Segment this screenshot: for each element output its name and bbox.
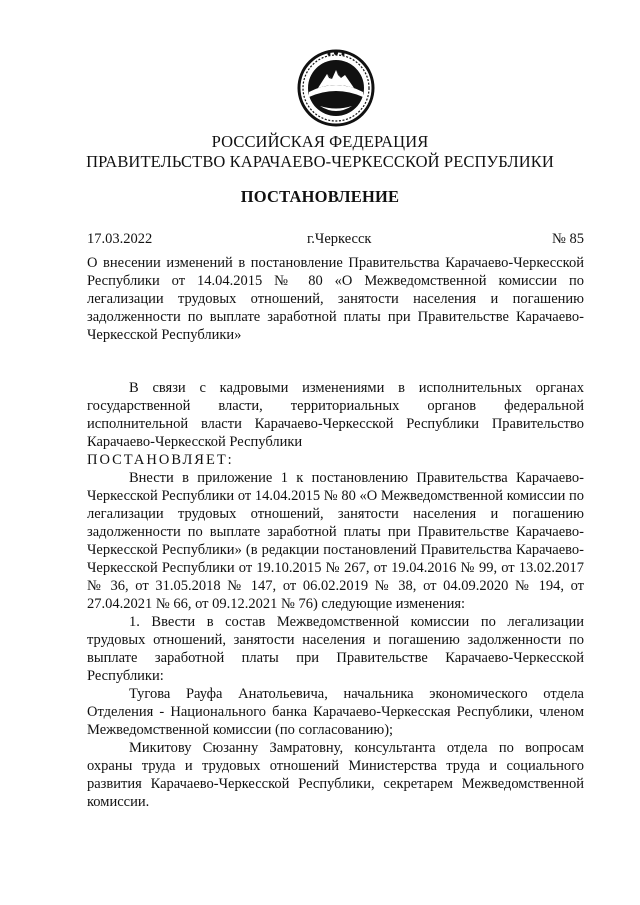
document-type-title: ПОСТАНОВЛЕНИЕ <box>240 187 400 206</box>
document-body <box>87 379 584 811</box>
body-paragraph-member: Тугова Рауфа Анатольевича, начальника экономического отдела Отделения - Национального банка Карачаево-Черкесская Республики, членом Межведомственной комиссии (по согласованию); <box>87 686 584 738</box>
header-country: РОССИЙСКАЯ ФЕДЕРАЦИЯ <box>211 132 429 151</box>
document-city: г.Черкесск <box>307 231 372 247</box>
body-paragraph-item-1: 1. Ввести в состав Межведомственной комиссии по легализации трудовых отношений, занятости населения и погашению задолженности по выплате заработной платы при Правительстве Карачаево-Черкесской Республики: <box>87 614 584 684</box>
document-subject: О внесении изменений в постановление Правительства Карачаево-Черкесской Республики от 14.04.2015 № 80 «О Межведомственной комиссии по легализации трудовых отношений, занятости населения и погашению задолженности по выплате заработной платы при Правительстве Карачаево-Черкесской Республики» <box>87 255 584 343</box>
body-decree-word: ПОСТАНОВЛЯЕТ: <box>87 452 234 468</box>
document-date: 17.03.2022 <box>87 231 153 247</box>
body-paragraph-amendment: Внести в приложение 1 к постановлению Правительства Карачаево-Черкесской Республики от 14.04.2015 № 80 «О Межведомственной комиссии по легализации трудовых отношений, занятости населения и погашению задолженности по выплате заработной платы при Правительстве Карачаево-Черкесской Республики» (в редакции постановлений Правительства Карачаево-Черкесской Республики от 19.10.2015 № 267, от 19.04.2016 № 99, от 13.02.2017 № 36, от 31.05.2018 № 147, от 06.02.2019 № 38, от 04.09.2020 № 194, от 27.04.2021 № 66, от 09.12.2021 № 76) следующие изменения: <box>87 470 584 612</box>
document-number: № 85 <box>552 231 584 247</box>
document-meta-row <box>87 229 584 249</box>
body-paragraph-preamble: В связи с кадровыми изменениями в исполнительных органах государственной власти, территориальных органов федеральной исполнительной власти Карачаево-Черкесской Республики Правительство Карачаево-Черкесской Республики <box>87 380 584 450</box>
coat-of-arms-icon <box>296 48 376 128</box>
header-government: ПРАВИТЕЛЬСТВО КАРАЧАЕВО-ЧЕРКЕССКОЙ РЕСПУБЛИКИ <box>86 152 554 171</box>
body-paragraph-secretary: Микитову Сюзанну Замратовну, консультанта отдела по вопросам охраны труда и трудовых отношений Министерства труда и социального развития Карачаево-Черкесской Республики, секретарем Межведомственной комиссии. <box>87 740 584 810</box>
